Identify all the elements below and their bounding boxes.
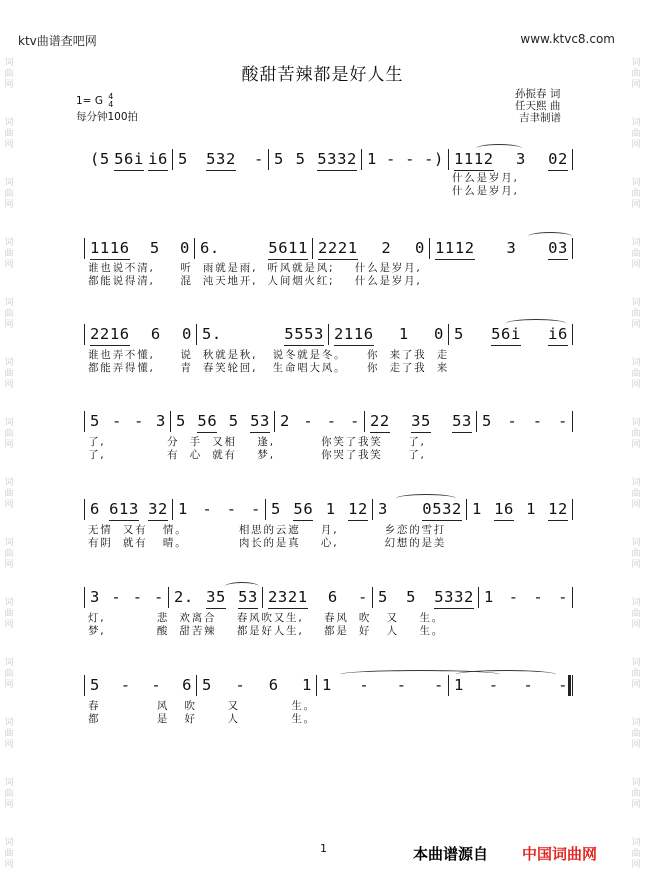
measure [271, 497, 368, 521]
note-group: - [303, 412, 314, 430]
bar-line [572, 587, 573, 608]
bar-line [478, 587, 479, 608]
note-group: 5 [149, 239, 160, 257]
measure [90, 147, 168, 171]
note-group: 2116 [334, 322, 374, 346]
time-bottom: 4 [108, 100, 114, 109]
note-group: 6 [150, 325, 161, 343]
bar-line [196, 324, 197, 345]
note-group: - [120, 676, 131, 694]
note-group: 3 [506, 239, 517, 257]
tie-arc [456, 670, 556, 679]
note-group: - [111, 588, 122, 606]
watermark-text: 词 曲 网 [4, 418, 14, 450]
note-group: - [533, 588, 544, 606]
note-group: 6 [327, 588, 338, 606]
note-group: 2221 [318, 236, 358, 260]
measure [202, 673, 312, 697]
note-group: 3 [90, 588, 100, 606]
note-group: 5 [178, 150, 188, 168]
note-group: 1 [526, 500, 536, 518]
note-group: - [558, 412, 568, 430]
watermark-text: 词 曲 网 [4, 58, 14, 90]
bar-line [172, 149, 173, 170]
note-group: 1 [302, 676, 312, 694]
note-group: - [235, 676, 246, 694]
time-top: 4 [108, 92, 114, 101]
measure [378, 585, 474, 609]
bar-line [572, 675, 573, 696]
watermark-text: 词 曲 网 [4, 538, 14, 570]
note-group: 5611 [268, 236, 308, 260]
measure [176, 409, 270, 433]
bar-line [168, 587, 169, 608]
note-group: 2 [280, 412, 290, 430]
source-label: 本曲谱源自 [413, 845, 489, 863]
note-group: -) [424, 150, 444, 168]
note-group: - [154, 588, 164, 606]
note-group: - [359, 676, 370, 694]
watermark-text: 词 曲 网 [4, 778, 14, 810]
measure [90, 673, 192, 697]
watermark-text: 词 曲 网 [631, 58, 641, 90]
key-label: 1= G [76, 95, 103, 107]
note-group: i6 [148, 147, 168, 171]
note-group: 5332 [317, 147, 357, 171]
measure [90, 409, 166, 433]
lyricist: 孙振春 词 [515, 88, 561, 100]
bar-line [268, 149, 269, 170]
watermark-text: 词 曲 网 [631, 838, 641, 870]
lyric-line-1: 什么是岁月, [452, 172, 519, 184]
note-group: 35 [411, 409, 431, 433]
note-group: 1 [398, 325, 409, 343]
note-group: - [226, 500, 237, 518]
note-group: 16 [494, 497, 514, 521]
watermark-text: 词 曲 网 [4, 118, 14, 150]
note-group: 5 [295, 150, 306, 168]
note-group: 22 [370, 409, 390, 433]
watermark-text: 词 曲 网 [631, 178, 641, 210]
note-group: 2321 [268, 585, 308, 609]
watermark-text: 词 曲 网 [4, 718, 14, 750]
bar-line [84, 324, 85, 345]
note-group: 1 [454, 676, 464, 694]
note-group: 0 [434, 325, 444, 343]
bar-line [448, 149, 449, 170]
measure [268, 585, 368, 609]
note-group: 5 [271, 500, 281, 518]
watermark-text: 词 曲 网 [4, 178, 14, 210]
note-group: 0532 [422, 497, 462, 521]
note-group: 53 [452, 409, 472, 433]
note-group: 6 [268, 676, 279, 694]
note-group: 6. [200, 239, 220, 257]
bar-line [84, 411, 85, 432]
measure [484, 585, 568, 609]
note-group: 1 [178, 500, 188, 518]
page-number: 1 [320, 842, 327, 855]
bar-line [466, 499, 467, 520]
lyric-line-2: 了, 有 心 就有 梦, 你哭了我笑 了, [88, 449, 426, 461]
watermark-text: 词 曲 网 [631, 658, 641, 690]
bar-line [372, 499, 373, 520]
note-group: 613 [109, 497, 139, 521]
bar-line [316, 675, 317, 696]
note-group: - [508, 588, 519, 606]
bar-line [429, 238, 430, 259]
note-group: - [202, 500, 213, 518]
site-url-right[interactable]: www.ktvc8.com [520, 32, 615, 46]
note-group: 5332 [434, 585, 474, 609]
bar-line [84, 499, 85, 520]
note-group: - [350, 412, 360, 430]
note-group: 532 [206, 147, 236, 171]
lyric-line-1: 谁也弄不懂, 说 秋就是秋, 说冬就是冬。 你 来了我 走 [88, 349, 450, 361]
bar-line [84, 587, 85, 608]
note-group: - [358, 588, 368, 606]
watermark-text: 词 曲 网 [4, 478, 14, 510]
bar-line [372, 587, 373, 608]
bar-line [84, 675, 85, 696]
tie-arc [506, 319, 566, 328]
bar-line [448, 324, 449, 345]
lyric-line-1: 无情 又有 情。 相思的云遮 月, 乡恋的雪打 [88, 524, 447, 536]
note-group: 5 [90, 412, 100, 430]
bar-line [364, 411, 365, 432]
note-group: 1 [325, 500, 336, 518]
lyric-line-2: 都能弄得懂, 青 春笑轮回, 生命唱大风。 你 走了我 来 [88, 362, 450, 374]
note-group: 6 [182, 676, 192, 694]
measure [370, 409, 472, 433]
watermark-text: 词 曲 网 [4, 598, 14, 630]
watermark-text: 词 曲 网 [631, 118, 641, 150]
note-group: - [523, 676, 534, 694]
watermark-text: 词 曲 网 [4, 298, 14, 330]
note-group: 5 [274, 150, 284, 168]
lyric-line-1: 谁也说不清, 听 雨就是雨, 听风就是风; 什么是岁月, [88, 262, 422, 274]
measure [482, 409, 568, 433]
song-title: 酸甜苦辣都是好人生 [241, 65, 404, 85]
tie-arc [528, 232, 572, 241]
measure [367, 147, 444, 171]
note-group: 56i [491, 322, 521, 346]
note-group: 03 [548, 236, 568, 260]
note-group: - [151, 676, 162, 694]
tie-arc [225, 582, 259, 591]
bar-line [328, 324, 329, 345]
note-group: - [386, 150, 396, 168]
measure [90, 322, 192, 346]
note-group: 0 [180, 239, 190, 257]
bar-line [572, 324, 573, 345]
measure [318, 236, 425, 260]
lyric-line-1: 灯, 悲 欢离合 春风吹又生, 春风 吹 又 生。 [88, 612, 445, 624]
note-group: - [532, 412, 543, 430]
bar-line [196, 675, 197, 696]
watermark-text: 词 曲 网 [631, 358, 641, 390]
note-group: 02 [548, 147, 568, 171]
note-group: 1 [367, 150, 377, 168]
note-group: 5 [90, 676, 100, 694]
note-group: - [112, 412, 122, 430]
watermark-text: 词 曲 网 [4, 658, 14, 690]
key-signature [76, 93, 113, 109]
arranger: 吉聿制谱 [519, 112, 561, 124]
note-group: 3 [515, 150, 526, 168]
note-group: i6 [548, 322, 568, 346]
watermark-text: 词 曲 网 [631, 778, 641, 810]
lyric-line-1: 了, 分 手 又相 逢, 你笑了我笑 了, [88, 436, 426, 448]
measure [472, 497, 568, 521]
measure [280, 409, 360, 433]
measure [200, 236, 308, 260]
final-bar-line [568, 675, 571, 696]
note-group: (5 [90, 150, 110, 168]
note-group: 53 [238, 585, 258, 609]
note-group: 53 [250, 409, 270, 433]
bar-line [265, 499, 266, 520]
note-group: 5 [202, 676, 212, 694]
bar-line [84, 238, 85, 259]
note-group: 56 [197, 409, 217, 433]
bar-line [572, 238, 573, 259]
watermark-text: 词 曲 网 [4, 358, 14, 390]
note-group: 5 [378, 588, 388, 606]
bar-line [172, 499, 173, 520]
tempo: 每分钟100拍 [76, 111, 139, 123]
note-group: - [434, 676, 444, 694]
lyric-line-1: 春 风 吹 又 生。 [88, 700, 316, 712]
bar-line [262, 587, 263, 608]
lyric-line-2: 什么是岁月, [452, 185, 519, 197]
note-group: 2216 [90, 322, 130, 346]
note-group: 35 [206, 585, 226, 609]
note-group: - [396, 676, 407, 694]
watermark-text: 词 曲 网 [4, 838, 14, 870]
note-group: 1 [484, 588, 494, 606]
measure [90, 497, 168, 521]
note-group: - [405, 150, 415, 168]
note-group: 2. [174, 588, 194, 606]
lyric-line-2: 梦, 酸 甜苦辣 都是好人生, 都是 好 人 生。 [88, 625, 445, 637]
note-group: - [134, 412, 144, 430]
note-group: 32 [148, 497, 168, 521]
source-site[interactable]: 中国词曲网 [522, 845, 598, 863]
watermark-text: 词 曲 网 [631, 238, 641, 270]
measure [90, 236, 190, 260]
note-group: 5 [176, 412, 186, 430]
note-group: - [488, 676, 499, 694]
note-group: 1 [322, 676, 332, 694]
watermark-text: 词 曲 网 [4, 238, 14, 270]
note-group: 56 [293, 497, 313, 521]
note-group: 6 [90, 500, 100, 518]
tie-arc [396, 494, 456, 503]
lyric-line-2: 都 是 好 人 生。 [88, 713, 316, 725]
measure [334, 322, 444, 346]
note-group: 1112 [454, 147, 494, 171]
note-group: - [326, 412, 337, 430]
note-group: 1116 [90, 236, 130, 260]
note-group: 3 [156, 412, 166, 430]
note-group: 1112 [435, 236, 475, 260]
note-group: 0 [182, 325, 192, 343]
note-group: - [132, 588, 143, 606]
bar-line [194, 238, 195, 259]
bar-line [572, 411, 573, 432]
bar-line [572, 149, 573, 170]
watermark-text: 词 曲 网 [631, 478, 641, 510]
bar-line [572, 499, 573, 520]
note-group: 1 [472, 500, 482, 518]
note-group: 5 [454, 325, 464, 343]
tie-arc [476, 144, 522, 153]
measure [178, 497, 261, 521]
note-group: 56i [114, 147, 144, 171]
measure [90, 585, 164, 609]
lyric-line-2: 都能说得清, 混 沌天地开, 人间烟火红; 什么是岁月, [88, 275, 422, 287]
site-name-left[interactable]: ktv曲谱查吧网 [18, 34, 97, 48]
bar-line [274, 411, 275, 432]
note-group: 2 [381, 239, 392, 257]
note-group: 0 [415, 239, 425, 257]
composer: 任天熙 曲 [515, 100, 561, 112]
time-signature [108, 93, 113, 109]
watermark-text: 词 曲 网 [631, 718, 641, 750]
bar-line [312, 238, 313, 259]
watermark-text: 词 曲 网 [631, 298, 641, 330]
measure [178, 147, 264, 171]
note-group: 5553 [284, 322, 324, 346]
note-group: 5. [202, 325, 222, 343]
note-group: 5 [406, 588, 417, 606]
note-group: 12 [548, 497, 568, 521]
watermark-text: 词 曲 网 [631, 538, 641, 570]
note-group: - [558, 676, 568, 694]
note-group: - [507, 412, 518, 430]
bar-line [170, 411, 171, 432]
note-group: 12 [348, 497, 368, 521]
note-group: - [251, 500, 261, 518]
note-group: 3 [378, 500, 388, 518]
note-group: 5 [228, 412, 239, 430]
watermark-text: 词 曲 网 [631, 598, 641, 630]
note-group: - [558, 588, 568, 606]
bar-line [361, 149, 362, 170]
measure [202, 322, 324, 346]
note-group: 5 [482, 412, 492, 430]
note-group: - [254, 150, 264, 168]
bar-line [476, 411, 477, 432]
lyric-line-2: 有阴 就有 晴。 肉长的是真 心, 幻想的是美 [88, 537, 447, 549]
measure [274, 147, 357, 171]
watermark-text: 词 曲 网 [631, 418, 641, 450]
